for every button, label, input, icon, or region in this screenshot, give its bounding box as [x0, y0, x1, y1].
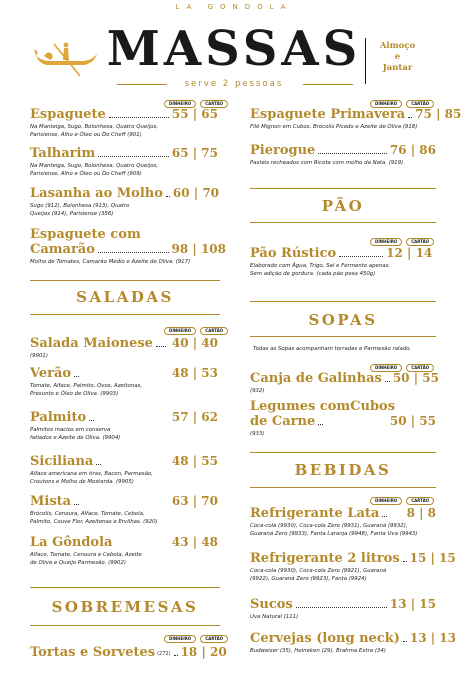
section-note: Todas as Sopas acompanham torradas e Parmesão ralado. [253, 346, 412, 352]
item-price: 43 | 48 [171, 535, 218, 549]
section-rule [250, 301, 436, 302]
dot-leader [166, 196, 170, 197]
item-price: 18 | 20 [180, 645, 227, 659]
dot-leader [385, 381, 390, 382]
item-price: 48 | 55 [171, 454, 218, 468]
item-name: Espaguete com [30, 227, 141, 242]
section-rule [30, 587, 220, 588]
dot-leader [174, 655, 178, 656]
gondola-icon [34, 38, 100, 78]
dot-leader [74, 504, 79, 505]
dot-leader [89, 420, 94, 421]
item-description: (932) [250, 388, 265, 394]
menu-item [30, 494, 218, 526]
cash-badge: DINHEIRO [164, 635, 196, 643]
item-description: (9901) [30, 353, 48, 359]
dot-leader [408, 117, 412, 118]
menu-item [30, 454, 218, 486]
menu-item [30, 336, 218, 360]
item-price: 65 | 75 [171, 146, 218, 160]
menu-item [30, 366, 218, 398]
card-badge: CARTÃO [406, 497, 434, 505]
item-price: 57 | 62 [171, 410, 218, 424]
item-name: Refrigerante Lata [250, 506, 380, 521]
menu-item [250, 597, 436, 621]
item-description: Sugo (912), Bolonhesa (913), Quatro Queijos (914), Parisiense (356) [30, 203, 130, 217]
item-description: Molho de Tomates, Camarão Médio e Azeite de Oliva. (917) [30, 259, 191, 265]
card-badge: CARTÃO [200, 327, 228, 335]
dot-leader [382, 516, 387, 517]
card-badge: CARTÃO [406, 238, 434, 246]
menu-item [30, 535, 218, 567]
item-price: 50 | 55 [389, 414, 436, 428]
item-description: Palmitos macios em conserva fatiados e Azeite de Oliva. (9904) [30, 427, 121, 441]
section-rule [30, 625, 220, 626]
item-name: Salada Maionese [30, 336, 153, 351]
item-description: Alface americana em tiras, Bacon, Parmesão, Croutons e Molho de Mostarda. (9905) [30, 471, 153, 485]
card-badge: CARTÃO [200, 635, 228, 643]
item-price: 98 | 108 [171, 242, 226, 256]
dot-leader [339, 256, 383, 257]
section-rule [30, 314, 220, 315]
item-name: Lasanha ao Molho [30, 186, 163, 201]
dot-leader [403, 641, 407, 642]
item-description: Elaborado com Água, Trigo, Sal e Fermento apenas. Sem adição de gordura. (cada pão pesa 450g) [250, 263, 391, 277]
item-name: de Carne [250, 414, 316, 429]
item-price: 50 | 55 [392, 371, 439, 385]
item-description: Coca-cola (9930), Coca-cola Zero (9921), Guaraná (9922), Guaraná Zero (9923), Fanta (9924) [250, 568, 387, 582]
dot-leader [318, 153, 387, 154]
price-type-badges [370, 238, 434, 246]
dot-leader [74, 376, 79, 377]
item-price: 15 | 15 [409, 551, 456, 565]
menu-item [250, 371, 439, 395]
cash-badge: DINHEIRO [370, 497, 402, 505]
item-name: Palmito [30, 410, 87, 425]
item-description: Filé Mignon em Cubos, Brócolis Picado e Azeite de Oliva (918) [250, 124, 418, 130]
meal-line: Almoço [379, 41, 416, 51]
section-title-bebidas: BEBIDAS [294, 461, 392, 479]
dot-leader [109, 117, 169, 118]
dot-leader [318, 424, 323, 425]
dot-leader [156, 346, 166, 347]
section-title-sobremesas: SOBREMESAS [51, 598, 199, 616]
item-price: 75 | 85 [415, 107, 462, 121]
card-badge: CARTÃO [406, 364, 434, 372]
dot-leader [403, 561, 407, 562]
item-name: La Gôndola [30, 535, 113, 550]
menu-item [30, 645, 227, 660]
page-title: MASSAS [106, 21, 362, 77]
item-name: Sucos [250, 597, 293, 612]
card-badge: CARTÃO [200, 100, 228, 108]
item-name: Mista [30, 494, 72, 509]
menu-item [30, 107, 218, 139]
menu-item [250, 551, 456, 583]
item-description: (933) [250, 431, 265, 437]
item-name: Canja de Galinhas [250, 371, 382, 386]
section-rule [250, 222, 436, 223]
page-subtitle: serve 2 pessoas [184, 79, 284, 89]
section-rule [250, 188, 436, 189]
brand-name: LA GONDOLA [175, 3, 293, 11]
item-name: Verão [30, 366, 72, 381]
dot-leader [296, 607, 387, 608]
item-name: Espaguete Primavera [250, 107, 406, 122]
meal-period-label [370, 41, 425, 74]
cash-badge: DINHEIRO [370, 364, 402, 372]
meal-line: Jantar [382, 63, 413, 73]
menu-item [250, 107, 462, 131]
item-price: 8 | 8 [406, 506, 436, 520]
cash-badge: DINHEIRO [164, 327, 196, 335]
item-description: Brócolis, Cenoura, Alface, Tomate, Cebola, Palmito, Couve Flor, Azeitonas e Ervilhas. (920) [30, 511, 158, 525]
meal-line: e [394, 52, 401, 62]
item-description: Budweiser (35), Heineken (29), Brahma Extra (34) [250, 648, 386, 654]
item-name: Siciliana [30, 454, 94, 469]
dot-leader [98, 252, 169, 253]
section-rule [250, 336, 436, 337]
menu-item [250, 143, 436, 167]
item-price: 12 | 14 [386, 246, 433, 260]
menu-item [30, 410, 218, 442]
item-code: (272) [157, 651, 171, 657]
item-description: Tomate, Alface, Palmito, Ovos, Azeitonas, Presunto e Óleo de Oliva. (9903) [30, 383, 143, 397]
item-name: Camarão [30, 242, 95, 257]
item-name: Talharim [30, 146, 96, 161]
item-price: 76 | 86 [389, 143, 436, 157]
item-description: Coca-cola (9930), Coca-cola Zero (9931), Guaraná (9932), Guaraná Zero (9933), Fanta Laranja (9948), Fanta Uva (9943) [250, 523, 418, 537]
dot-leader [98, 156, 169, 157]
item-name: Legumes comCubos [250, 399, 396, 414]
item-price: 40 | 40 [171, 336, 218, 350]
item-price: 63 | 70 [171, 494, 218, 508]
menu-item [30, 186, 218, 218]
menu-item [30, 228, 226, 266]
cash-badge: DINHEIRO [370, 238, 402, 246]
item-name: Pão Rústico [250, 246, 337, 261]
price-type-badges [164, 635, 228, 643]
item-price: 60 | 70 [172, 186, 220, 200]
item-price: 48 | 53 [171, 366, 218, 380]
cash-badge: DINHEIRO [370, 100, 402, 108]
menu-item [250, 400, 436, 438]
item-price: 13 | 15 [389, 597, 436, 611]
item-price: 13 | 13 [409, 631, 457, 645]
section-title-pao: PÃO [321, 197, 365, 215]
item-price: 55 | 65 [171, 107, 218, 121]
cash-badge: DINHEIRO [164, 100, 196, 108]
item-description: Uva Natural (111) [250, 614, 299, 620]
dot-leader [96, 464, 101, 465]
section-rule [30, 280, 220, 281]
price-type-badges [370, 497, 434, 505]
item-name: Espaguete [30, 107, 106, 122]
item-name: Tortas e Sorvetes [30, 645, 156, 660]
menu-item [250, 631, 457, 655]
item-description: Alface, Tomate, Cenoura e Cebola, Azeite de Oliva e Queijo Parmesão. (9902) [30, 552, 142, 566]
menu-item [250, 246, 436, 278]
menu-item [30, 146, 218, 178]
card-badge: CARTÃO [406, 100, 434, 108]
item-name: Pierogue [250, 143, 316, 158]
title-rule-right [303, 84, 353, 85]
item-name: Cervejas (long neck) [250, 631, 400, 646]
section-title-saladas: SALADAS [76, 288, 174, 306]
header-divider [365, 38, 366, 84]
section-rule [250, 487, 436, 488]
section-rule [250, 452, 436, 453]
item-description: Na Manteiga, Sugo, Bolonhesa, Quatro Queijos, Parisiense, Alho e Óleo ou Do Cheff (901) [30, 124, 159, 138]
section-title-sopas: SOPAS [308, 311, 378, 329]
item-description: Pastéis recheados com Ricota com molho da Nata. (919) [250, 160, 404, 166]
menu-item [250, 506, 436, 538]
item-description: Na Manteiga, Sugo, Bolonhesa, Quatro Queijos, Parisiense, Alho e Óleo ou Do Cheff (909) [30, 163, 159, 177]
item-name: Refrigerante 2 litros [250, 551, 400, 566]
price-type-badges [164, 327, 228, 335]
